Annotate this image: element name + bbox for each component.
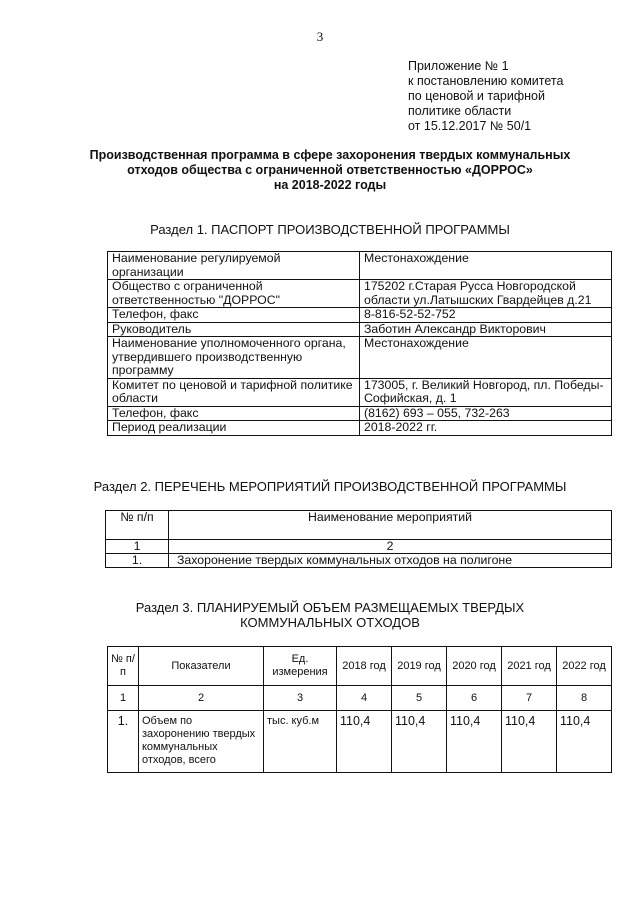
table-row	[108, 308, 612, 323]
index-cell: 7	[502, 686, 557, 711]
row-num: 1.	[108, 711, 139, 773]
section1-heading: Раздел 1. ПАСПОРТ ПРОИЗВОДСТВЕННОЙ ПРОГРАММЫ	[150, 222, 510, 237]
header-cell: Ед. измерения	[264, 647, 337, 686]
table-row	[108, 711, 612, 773]
appendix-line: к постановлению комитета	[408, 74, 564, 88]
table-row	[108, 406, 612, 421]
value-cell: 110,4	[447, 711, 502, 773]
table-row	[108, 337, 612, 379]
header-cell: 2019 год	[392, 647, 447, 686]
unit-cell: тыс. куб.м	[264, 711, 337, 773]
passport-value: 175202 г.Старая Русса Новгородской области ул.Латышских Гвардейцев д.21	[360, 280, 612, 308]
passport-value: (8162) 693 – 055, 732-263	[360, 406, 612, 421]
appendix-line: от 15.12.2017 № 50/1	[408, 119, 532, 133]
passport-value: Местонахождение	[360, 337, 612, 379]
events-table	[105, 510, 612, 568]
passport-label: Телефон, факс	[108, 308, 360, 323]
index-cell: 4	[337, 686, 392, 711]
passport-value: 2018-2022 гг.	[360, 421, 612, 436]
appendix-line: политике области	[408, 104, 512, 118]
row-num: 1.	[106, 554, 169, 568]
table-header-row	[106, 511, 612, 540]
appendix-line: по ценовой и тарифной	[408, 89, 545, 103]
passport-label: Общество с ограниченной ответственностью "ДОРРОС"	[108, 280, 360, 308]
passport-label: Период реализации	[108, 421, 360, 436]
table-row	[106, 554, 612, 568]
indicator-name: Объем по захоронению твердых коммунальных отходов, всего	[139, 711, 264, 773]
appendix-block	[408, 59, 563, 134]
passport-label: Комитет по ценовой и тарифной политике области	[108, 378, 360, 406]
col-name-header: Наименование мероприятий	[169, 511, 612, 540]
header-cell: Показатели	[139, 647, 264, 686]
table-index-row	[108, 686, 612, 711]
passport-label: Наименование регулируемой организации	[108, 252, 360, 280]
appendix-line: Приложение № 1	[408, 59, 509, 73]
value-cell: 110,4	[392, 711, 447, 773]
header-cell: 2018 год	[337, 647, 392, 686]
section2-heading: Раздел 2. ПЕРЕЧЕНЬ МЕРОПРИЯТИЙ ПРОИЗВОДСТВЕННОЙ ПРОГРАММЫ	[93, 479, 567, 494]
table-row	[108, 252, 612, 280]
document-title	[60, 148, 600, 193]
header-cell: 2021 год	[502, 647, 557, 686]
value-cell: 110,4	[502, 711, 557, 773]
section3-heading-line: Раздел 3. ПЛАНИРУЕМЫЙ ОБЪЕМ РАЗМЕЩАЕМЫХ ТВЕРДЫХ	[135, 600, 525, 615]
passport-table	[107, 251, 612, 436]
page-number: 3	[316, 29, 324, 44]
table-row	[108, 280, 612, 308]
title-line: Производственная программа в сфере захоронения твердых коммунальных	[89, 148, 571, 162]
passport-value: Местонахождение	[360, 252, 612, 280]
index-cell: 2	[139, 686, 264, 711]
table-header-row	[108, 647, 612, 686]
index-cell: 6	[447, 686, 502, 711]
index-cell: 2	[169, 540, 612, 554]
table-row	[108, 421, 612, 436]
table-index-row	[106, 540, 612, 554]
header-cell: 2022 год	[557, 647, 612, 686]
volume-table	[107, 646, 612, 773]
index-cell: 1	[106, 540, 169, 554]
section3-heading	[60, 600, 600, 630]
passport-label: Телефон, факс	[108, 406, 360, 421]
section3-heading-line: КОММУНАЛЬНЫХ ОТХОДОВ	[240, 615, 420, 630]
passport-label: Наименование уполномоченного органа, утвердившего производственную программу	[108, 337, 360, 379]
header-cell: 2020 год	[447, 647, 502, 686]
row-name: Захоронение твердых коммунальных отходов на полигоне	[169, 554, 612, 568]
col-num-header: № п/п	[106, 511, 169, 540]
passport-label: Руководитель	[108, 322, 360, 337]
value-cell: 110,4	[557, 711, 612, 773]
title-line: отходов общества с ограниченной ответственностью «ДОРРОС»	[127, 163, 533, 177]
header-cell: № п/п	[108, 647, 139, 686]
index-cell: 3	[264, 686, 337, 711]
table-row	[108, 322, 612, 337]
index-cell: 8	[557, 686, 612, 711]
table-row	[108, 378, 612, 406]
index-cell: 5	[392, 686, 447, 711]
passport-value: 8-816-52-52-752	[360, 308, 612, 323]
value-cell: 110,4	[337, 711, 392, 773]
passport-value: 173005, г. Великий Новгород, пл. Победы-Софийская, д. 1	[360, 378, 612, 406]
title-line: на 2018-2022 годы	[273, 178, 387, 192]
passport-value: Заботин Александр Викторович	[360, 322, 612, 337]
index-cell: 1	[108, 686, 139, 711]
